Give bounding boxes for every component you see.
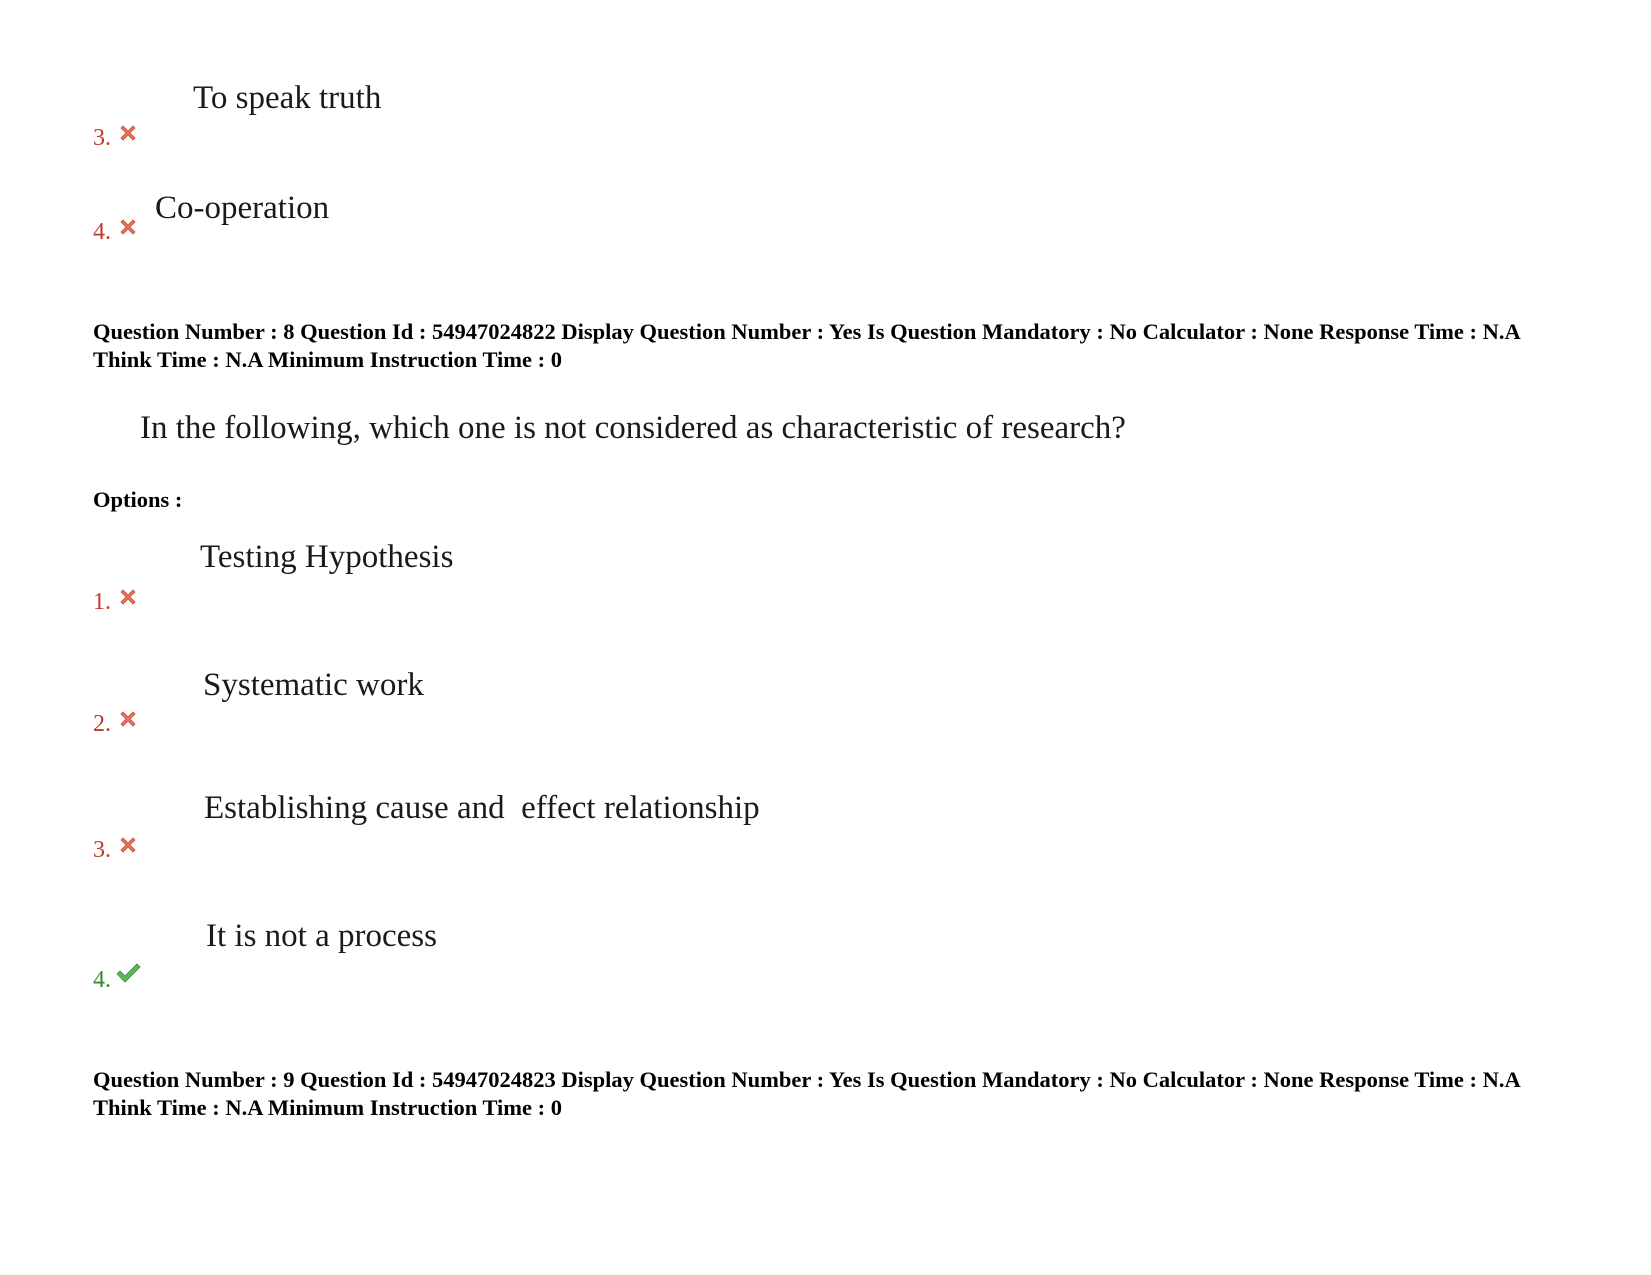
option-number: 4. bbox=[93, 967, 111, 993]
question-8-header: Question Number : 8 Question Id : 54947024822 Display Question Number : Yes Is Question Mandatory : No Calculator : None Response Time : N.A Think Time : N.A Minimum Instruction Time : 0 bbox=[93, 319, 1520, 372]
cross-icon bbox=[117, 834, 139, 856]
cross-icon bbox=[117, 586, 139, 608]
option-text: Co-operation bbox=[155, 190, 330, 226]
option-number: 1. bbox=[93, 589, 111, 615]
cross-icon bbox=[117, 216, 139, 238]
option-text: Systematic work bbox=[203, 667, 424, 703]
option-text: To speak truth bbox=[193, 80, 382, 116]
option-number: 3. bbox=[93, 837, 111, 863]
question-9-header: Question Number : 9 Question Id : 54947024823 Display Question Number : Yes Is Question Mandatory : No Calculator : None Response Time : N.A Think Time : N.A Minimum Instruction Time : 0 bbox=[93, 1067, 1520, 1120]
option-text: Testing Hypothesis bbox=[200, 539, 454, 575]
question-8-text: In the following, which one is not considered as characteristic of research? bbox=[140, 410, 1126, 446]
option-number: 4. bbox=[93, 219, 111, 245]
options-label: Options : bbox=[93, 487, 183, 512]
option-text: It is not a process bbox=[206, 918, 437, 954]
option-number: 3. bbox=[93, 125, 111, 151]
option-number: 2. bbox=[93, 711, 111, 737]
cross-icon bbox=[117, 122, 139, 144]
option-text: Establishing cause and effect relationship bbox=[204, 790, 760, 826]
cross-icon bbox=[117, 708, 139, 730]
check-icon bbox=[115, 962, 141, 984]
